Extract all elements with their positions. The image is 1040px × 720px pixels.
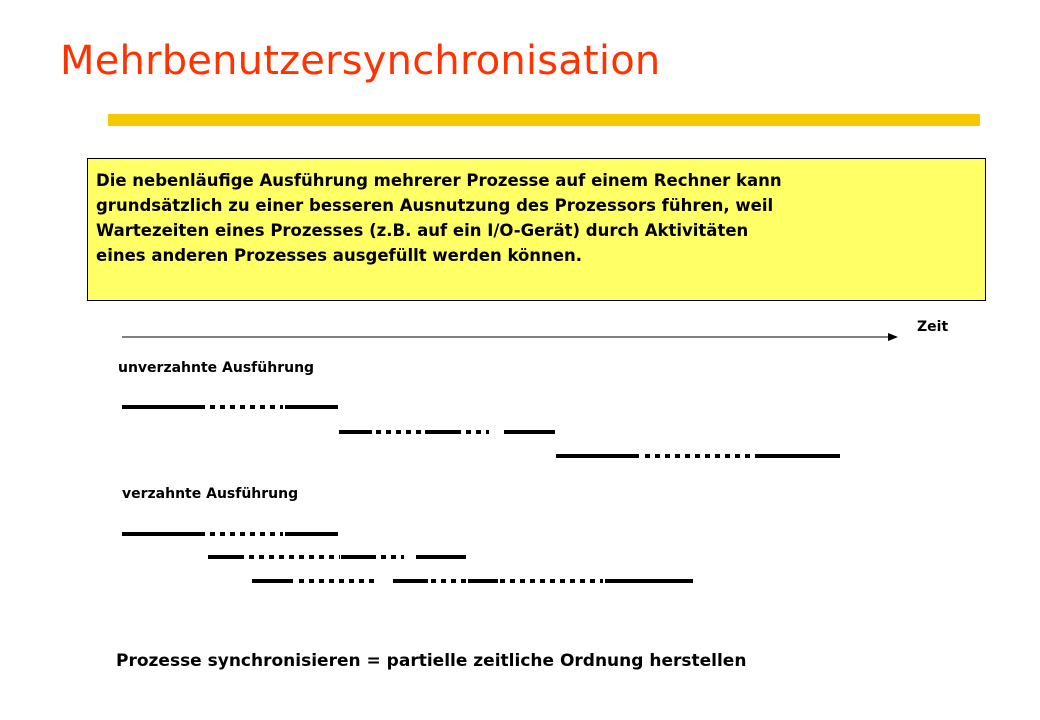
summary-statement: Prozesse synchronisieren = partielle zeitliche Ordnung herstellen bbox=[116, 651, 747, 671]
explanation-line-1: Die nebenläufige Ausführung mehrerer Prozesse auf einem Rechner kann bbox=[96, 171, 782, 190]
explanation-line-3: Wartezeiten eines Prozesses (z.B. auf ein I/O-Gerät) durch Aktivitäten bbox=[96, 221, 749, 240]
time-axis-label: Zeit bbox=[917, 319, 949, 335]
explanation-line-2: grundsätzlich zu einer besseren Ausnutzung des Prozessors führen, weil bbox=[96, 196, 774, 215]
explanation-line-4: eines anderen Prozesses ausgefüllt werden können. bbox=[96, 246, 583, 265]
section-label-unverzahnt: unverzahnte Ausführung bbox=[118, 360, 315, 376]
page-title: Mehrbenutzersynchronisation bbox=[60, 38, 661, 84]
section-label-verzahnt: verzahnte Ausführung bbox=[122, 486, 299, 502]
